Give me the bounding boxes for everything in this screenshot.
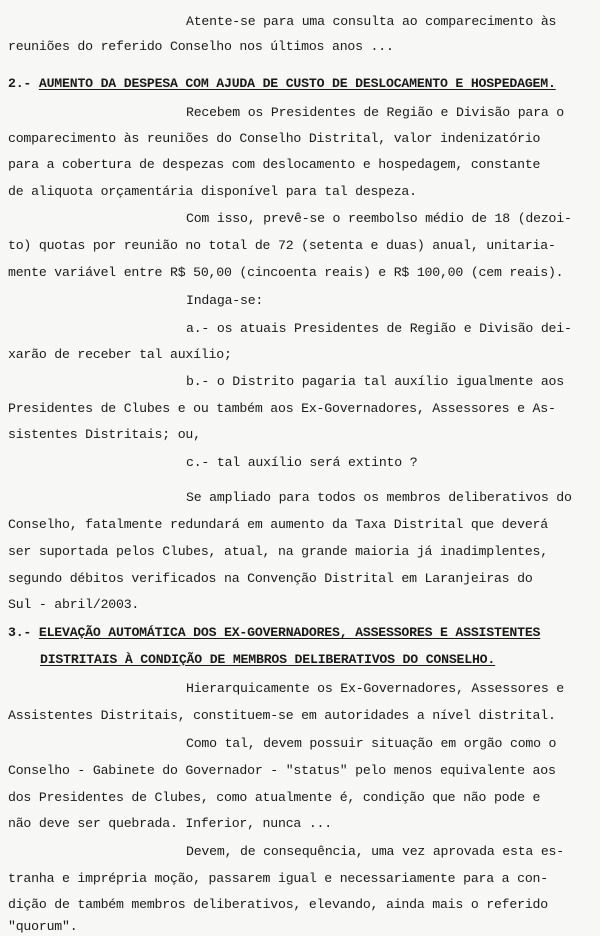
paragraph-line: Devem, de consequência, uma vez aprovada esta es- [186, 844, 564, 859]
paragraph-line: tranha e imprépria moção, passarem igual e necessariamente para a con- [8, 871, 548, 886]
section-number: 2.- [8, 76, 32, 91]
paragraph-line: não deve ser quebrada. Inferior, nunca ... [8, 816, 332, 831]
paragraph-line: c.- tal auxílio será extinto ? [186, 455, 418, 470]
paragraph-line: "quorum". [8, 919, 78, 934]
paragraph-line: xarão de receber tal auxílio; [8, 347, 232, 362]
paragraph-line: Indaga-se: [186, 293, 264, 308]
paragraph-line: to) quotas por reunião no total de 72 (setenta e duas) anual, unitaria- [8, 238, 556, 253]
paragraph-line: sistentes Distritais; ou, [8, 427, 201, 442]
paragraph-line: reuniões do referido Conselho nos últimos anos ... [8, 39, 394, 54]
section-heading-3 [8, 624, 540, 642]
paragraph-line: ser suportada pelos Clubes, atual, na grande maioria já inadimplentes, [8, 544, 548, 559]
paragraph-line: Conselho - Gabinete do Governador - "status" pelo menos equivalente aos [8, 763, 556, 778]
section-title: ELEVAÇÃO AUTOMÁTICA DOS EX-GOVERNADORES, ASSESSORES E ASSISTENTES [38, 625, 541, 640]
paragraph-line: Presidentes de Clubes e ou também aos Ex-Governadores, Assessores e As- [8, 401, 556, 416]
paragraph-line: Sul - abril/2003. [8, 597, 140, 612]
paragraph-line: dição de também membros deliberativos, elevando, ainda mais o referido [8, 897, 548, 912]
paragraph-line: Com isso, prevê-se o reembolso médio de 18 (dezoi- [186, 211, 572, 226]
paragraph-line: segundo débitos verificados na Convenção Distrital em Laranjeiras do [8, 571, 533, 586]
paragraph-line: para a cobertura de despezas com deslocamento e hospedagem, constante [8, 157, 541, 172]
section-title: AUMENTO DA DESPESA COM AJUDA DE CUSTO DE DESLOCAMENTO E HOSPEDAGEM. [38, 76, 556, 91]
paragraph-line: Se ampliado para todos os membros deliberativos do [186, 490, 572, 505]
paragraph-line: b.- o Distrito pagaria tal auxílio igualmente aos [186, 374, 564, 389]
paragraph-line: Como tal, devem possuir situação em orgão como o [186, 736, 557, 751]
section-title-continued: DISTRITAIS À CONDIÇÃO DE MEMBROS DELIBERATIVOS DO CONSELHO. [40, 652, 496, 667]
paragraph-line: a.- os atuais Presidentes de Região e Divisão dei- [186, 321, 572, 336]
paragraph-line: Assistentes Distritais, constituem-se em autoridades a nível distrital. [8, 708, 556, 723]
paragraph-line: Hierarquicamente os Ex-Governadores, Assessores e [186, 681, 564, 696]
section-number: 3.- [8, 625, 32, 640]
section-heading-2 [8, 75, 556, 93]
paragraph-line: de aliquota orçamentária disponível para tal despeza. [8, 184, 417, 199]
paragraph-line: Atente-se para uma consulta ao comparecimento às [186, 14, 557, 29]
paragraph-line: comparecimento às reuniões do Conselho Distrital, valor indenizatório [8, 131, 541, 146]
paragraph-line: Recebem os Presidentes de Região e Divisão para o [186, 105, 564, 120]
paragraph-line: dos Presidentes de Clubes, como atualmente é, condição que não pode e [8, 790, 541, 805]
paragraph-line: Conselho, fatalmente redundará em aumento da Taxa Distrital que deverá [8, 517, 548, 532]
paragraph-line: mente variável entre R$ 50,00 (cincoenta reais) e R$ 100,00 (cem reais). [8, 265, 564, 280]
